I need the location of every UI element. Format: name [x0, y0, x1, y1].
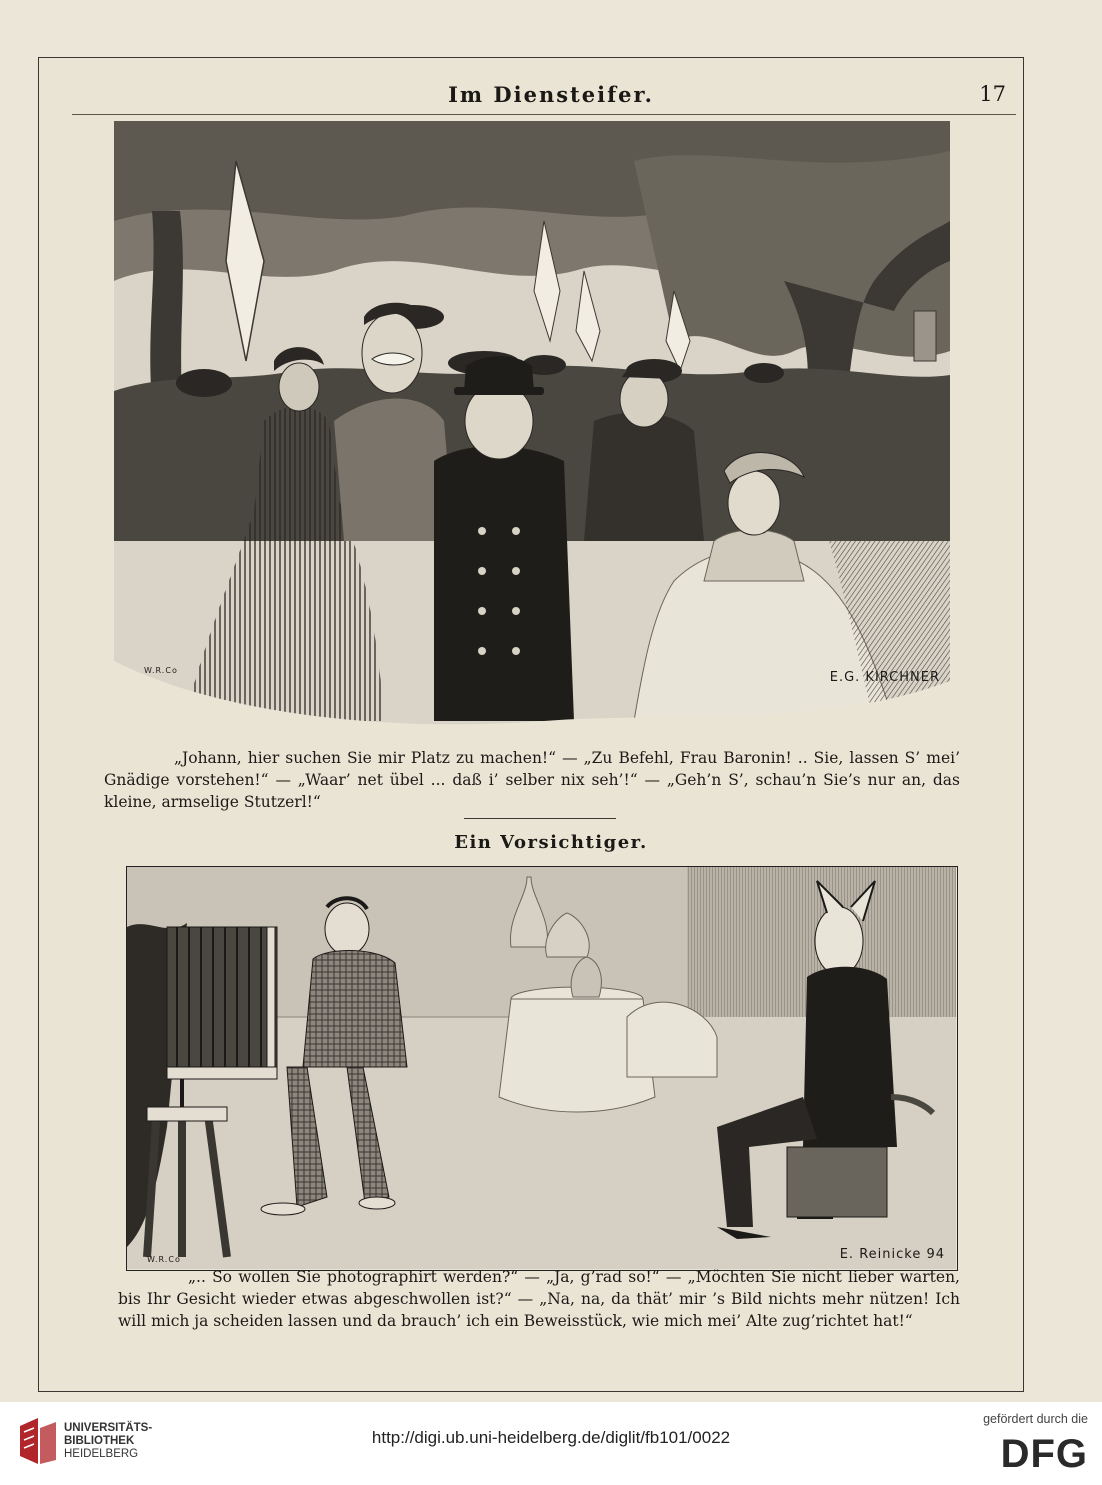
running-head — [0, 82, 1102, 110]
engraver-monogram: W.R.Co — [144, 666, 178, 675]
engraver-monogram-2: W.R.Co — [147, 1255, 181, 1264]
artist-signature: E.G. KIRCHNER — [829, 670, 940, 685]
footer — [0, 1402, 1102, 1485]
illustration-photo-studio — [126, 866, 958, 1271]
header-rule — [72, 114, 1016, 115]
page-number: 17 — [979, 82, 1006, 106]
library-name-line-2: BIBLIOTHEK — [64, 1435, 135, 1447]
funded-by-text: gefördert durch die — [983, 1412, 1088, 1426]
photo-studio-drawing — [127, 867, 956, 1269]
caption-photo-studio: „.. So wollen Sie photographirt werden?“ — „Ja, g’rad so!“ — „Möchten Sie nicht lieber warten, bis Ihr Gesicht wieder etwas abgeschwollen ist?“ — „Na, na, da thät’ mir ’s Bild nichts mehr nützen! Ich will mich ja scheiden lassen und da brauch’ ich ein Beweisstück, wie mich mei’ Alte zug’richtet hat!“ — [118, 1268, 960, 1330]
library-name-line-1: UNIVERSITÄTS- — [64, 1422, 153, 1434]
library-name-line-3: HEIDELBERG — [64, 1448, 139, 1460]
crowd-scene-drawing — [114, 121, 950, 737]
section-divider — [464, 818, 616, 819]
section-title: Ein Vorsichtiger. — [454, 832, 648, 853]
artist-signature-2: E. Reinicke 94 — [839, 1247, 945, 1262]
illustration-crowd-scene — [114, 121, 950, 737]
dfg-logo: DFG — [1000, 1432, 1088, 1476]
source-url-link[interactable]: http://digi.ub.uni-heidelberg.de/diglit/fb101/0022 — [371, 1428, 731, 1447]
page-title: Im Diensteifer. — [448, 82, 654, 107]
caption-crowd-scene: „Johann, hier suchen Sie mir Platz zu machen!“ — „Zu Befehl, Frau Baronin! .. Sie, lassen S’ mei’ Gnädige vorstehen!“ — „Waar’ net übel ... daß i’ selber nix seh’!“ — „Geh’n S’, schau’n Sie’s nur an, das kleine, armselige Stutzerl!“ — [104, 749, 960, 811]
